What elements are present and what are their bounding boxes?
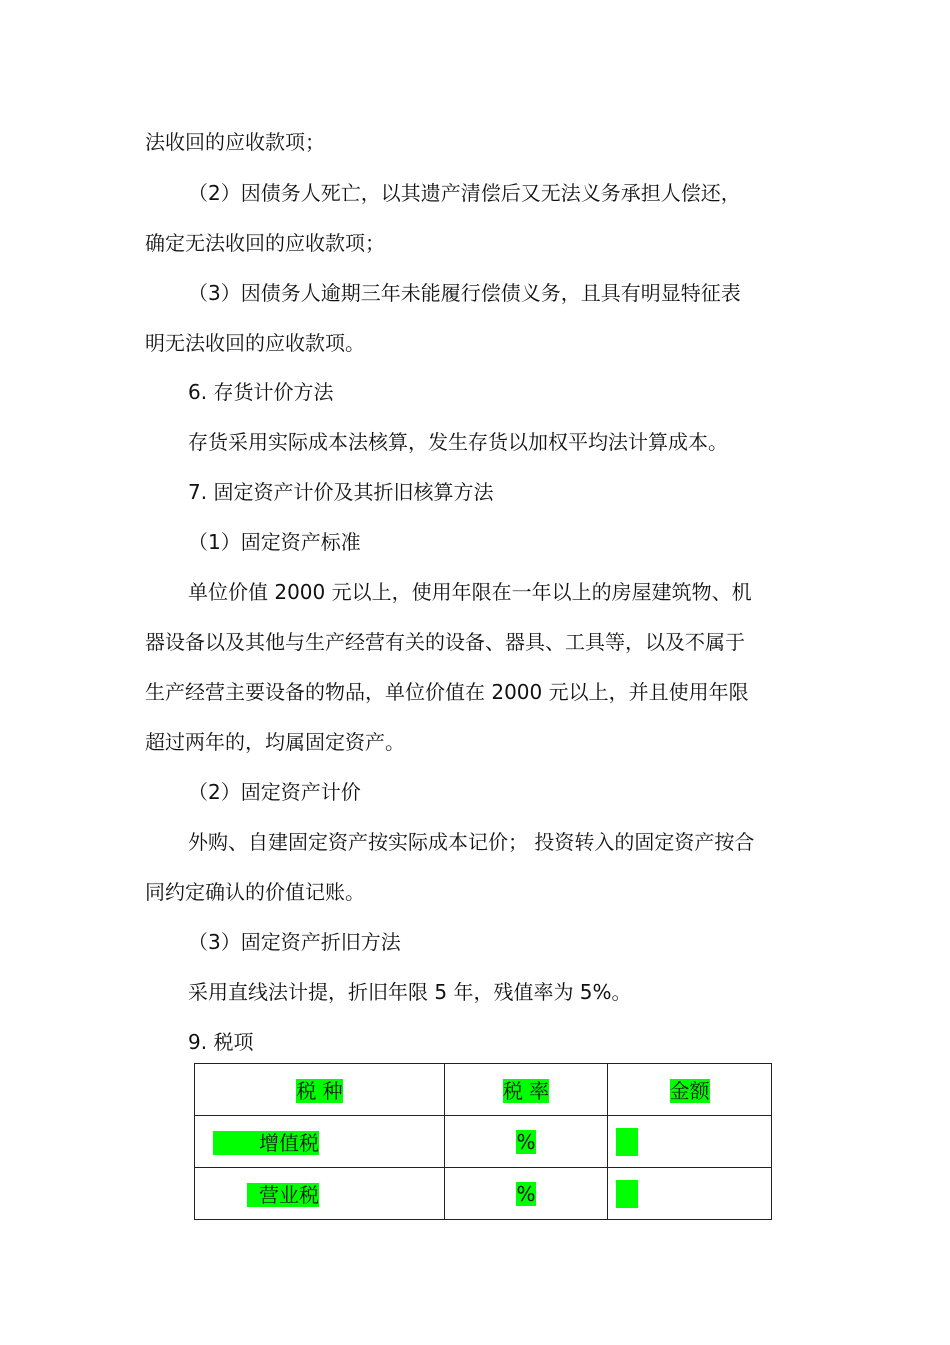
- header-tax-type: 税 种: [296, 1079, 343, 1103]
- paragraph-12: 生产经营主要设备的物品，单位价值在 2000 元以上，并且使用年限: [145, 680, 749, 704]
- table-row: [195, 1168, 772, 1220]
- paragraph-10: 单位价值 2000 元以上，使用年限在一年以上的房屋建筑物、机: [188, 580, 752, 604]
- paragraph-3: 确定无法收回的应收款项；: [145, 231, 385, 255]
- paragraph-4: （3）因债务人逾期三年未能履行偿债义务，且具有明显特征表: [188, 281, 741, 305]
- amount-blank-business: [616, 1180, 638, 1208]
- header-tax-rate: 税 率: [502, 1079, 550, 1103]
- subheading-1: （1）固定资产标准: [188, 530, 361, 554]
- table-header-row: [195, 1064, 772, 1116]
- cell-tax-rate: [445, 1168, 608, 1220]
- paragraph-15: 外购、自建固定资产按实际成本记价； 投资转入的固定资产按合: [188, 830, 755, 854]
- tax-table: [194, 1063, 772, 1220]
- cell-amount: [608, 1116, 772, 1168]
- subheading-2: （2）固定资产计价: [188, 780, 361, 804]
- tax-rate-business: %: [516, 1181, 536, 1206]
- tax-name-business: 营业税: [247, 1183, 319, 1207]
- paragraph-1: 法收回的应收款项；: [145, 130, 325, 154]
- paragraph-11: 器设备以及其他与生产经营有关的设备、器具、工具等，以及不属于: [145, 630, 745, 654]
- header-cell-amount: [608, 1064, 772, 1116]
- paragraph-2: （2）因债务人死亡，以其遗产清偿后又无法义务承担人偿还，: [188, 181, 741, 205]
- subheading-3: （3）固定资产折旧方法: [188, 930, 401, 954]
- header-amount: 金额: [669, 1079, 710, 1103]
- cell-tax-rate: [445, 1116, 608, 1168]
- tax-name-vat: 增值税: [213, 1131, 319, 1155]
- cell-tax-name: [195, 1168, 445, 1220]
- paragraph-16: 同约定确认的价值记账。: [145, 880, 365, 904]
- section-heading-7: 7. 固定资产计价及其折旧核算方法: [188, 480, 494, 504]
- paragraph-5: 明无法收回的应收款项。: [145, 331, 365, 355]
- paragraph-18: 采用直线法计提，折旧年限 5 年，残值率为 5%。: [188, 980, 632, 1004]
- table-row: [195, 1116, 772, 1168]
- amount-blank-vat: [616, 1128, 638, 1156]
- paragraph-13: 超过两年的，均属固定资产。: [145, 730, 405, 754]
- header-cell-tax-type: [195, 1064, 445, 1116]
- cell-amount: [608, 1168, 772, 1220]
- section-heading-9: 9. 税项: [188, 1030, 254, 1054]
- header-cell-tax-rate: [445, 1064, 608, 1116]
- cell-tax-name: [195, 1116, 445, 1168]
- tax-rate-vat: %: [516, 1129, 536, 1154]
- paragraph-7: 存货采用实际成本法核算，发生存货以加权平均法计算成本。: [188, 430, 728, 454]
- section-heading-6: 6. 存货计价方法: [188, 380, 334, 404]
